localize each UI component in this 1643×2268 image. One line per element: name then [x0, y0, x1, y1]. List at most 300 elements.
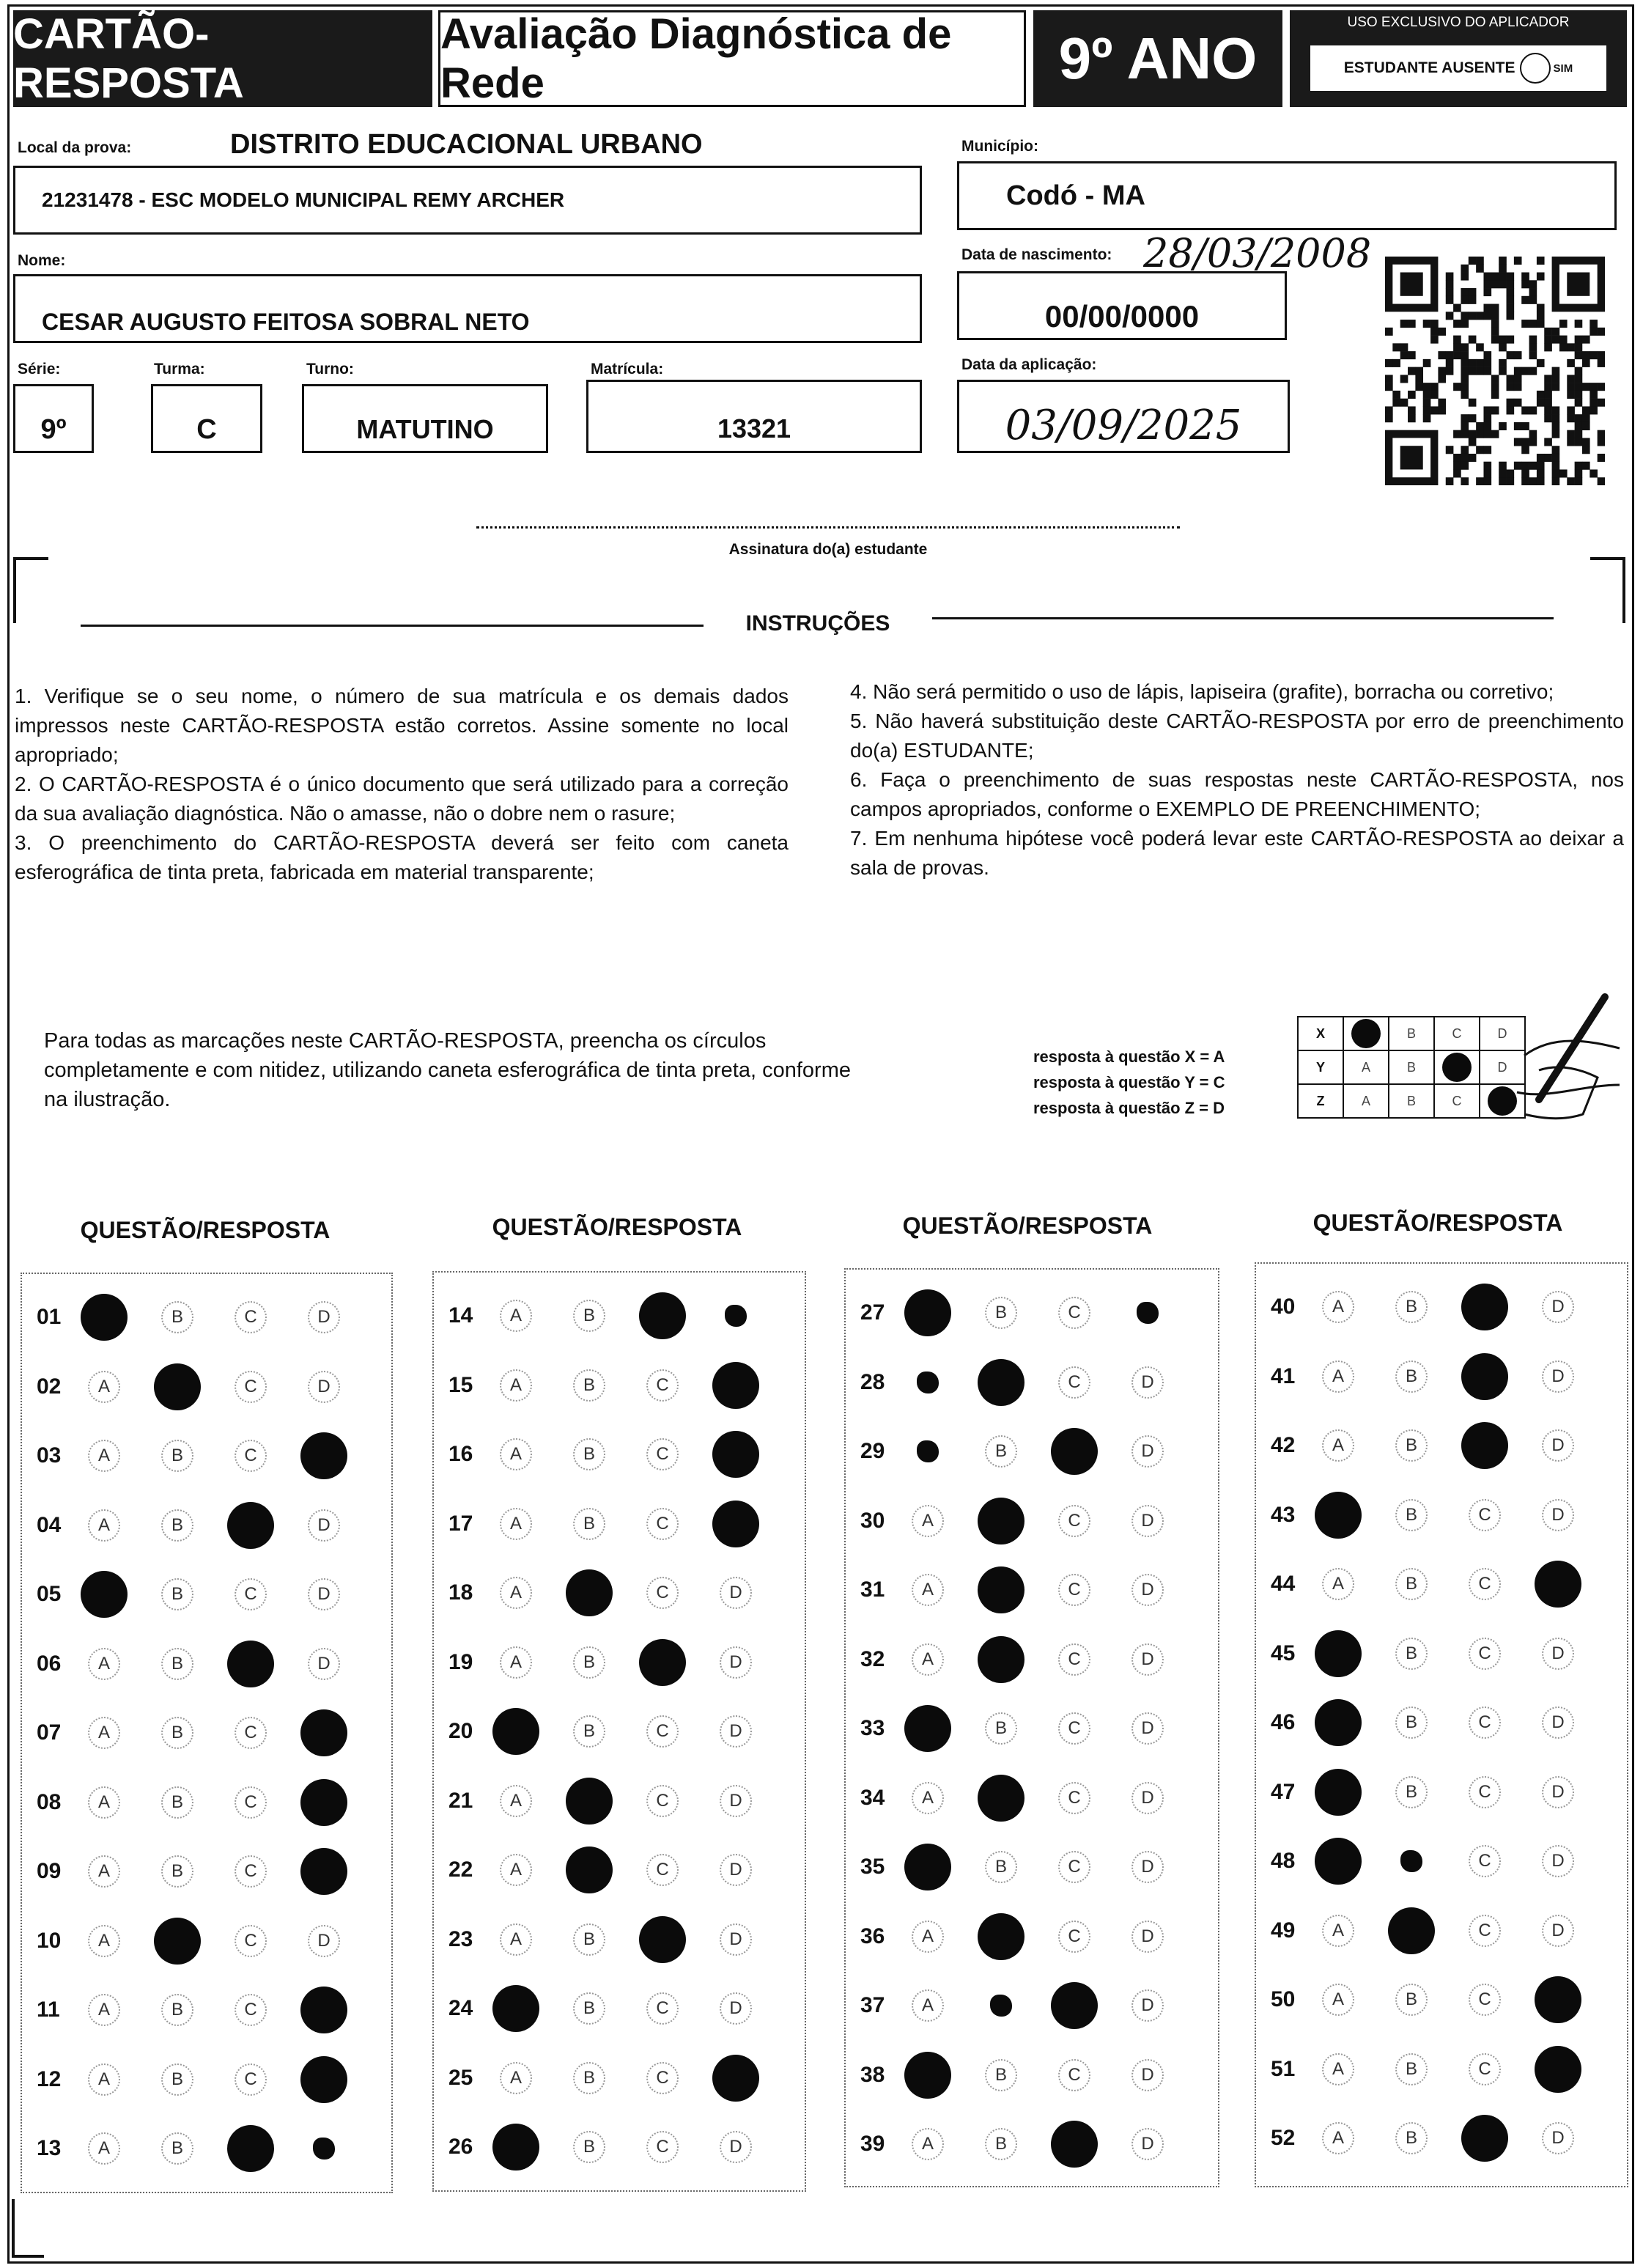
answer-bubble-d[interactable] [725, 1305, 747, 1327]
answer-bubble-c[interactable]: C [1469, 1638, 1501, 1670]
answer-bubble-c[interactable]: C [235, 1301, 267, 1333]
answer-bubble-d[interactable]: D [1542, 1706, 1574, 1739]
answer-bubble-c[interactable]: C [235, 1440, 267, 1472]
answer-bubble-b[interactable]: B [573, 1992, 605, 2025]
turma-field [151, 384, 262, 453]
answer-bubble-c[interactable]: C [646, 1992, 679, 2025]
answer-bubble-d[interactable]: D [1131, 2059, 1164, 2091]
answer-bubble-d[interactable] [300, 1709, 347, 1756]
answer-bubble-d[interactable]: D [1542, 1499, 1574, 1531]
answer-bubble-a[interactable] [492, 2124, 539, 2171]
matricula-value: 13321 [717, 413, 791, 443]
question-number: 44 [1271, 1572, 1296, 1596]
answer-bubble-d[interactable]: D [308, 1578, 340, 1610]
answer-bubble-b[interactable]: B [161, 1578, 193, 1610]
answer-bubble-d[interactable]: D [720, 2131, 752, 2163]
answer-bubble-d[interactable]: D [720, 1992, 752, 2025]
answer-bubble-b[interactable]: B [1395, 1706, 1428, 1739]
answer-bubble-b[interactable]: B [985, 1851, 1017, 1883]
answer-bubble-a[interactable]: A [500, 1438, 532, 1470]
instruction-1: 1. Verifique se o seu nome, o número de sua matrícula e os demais dados impressos neste CARTÃO-RESPOSTA estão corretos. Assine somente no local apropriado; [15, 685, 789, 766]
answer-bubble-c[interactable]: C [646, 1854, 679, 1886]
answer-bubble-d[interactable]: D [1131, 1574, 1164, 1606]
answer-bubble-b[interactable] [1388, 1907, 1435, 1954]
question-row [1256, 1273, 1615, 1341]
answer-bubble-b[interactable]: B [1395, 1361, 1428, 1393]
question-row [846, 1278, 1205, 1347]
answer-bubble-c[interactable]: C [646, 1508, 679, 1540]
aplicacao-field [957, 380, 1290, 453]
answer-bubble-a[interactable]: A [912, 1989, 944, 2022]
answer-bubble-a[interactable] [81, 1294, 128, 1341]
answer-bubble-a[interactable] [904, 1705, 951, 1752]
answer-bubble-c[interactable] [1051, 2121, 1098, 2168]
answer-bubble-b[interactable] [154, 1363, 201, 1410]
question-number: 41 [1271, 1363, 1296, 1388]
answer-bubble-c[interactable]: C [1469, 1915, 1501, 1947]
answer-bubble-a[interactable]: A [88, 1371, 120, 1403]
answer-bubble-d[interactable]: D [1131, 1366, 1164, 1399]
answer-bubble-b[interactable]: B [1395, 1429, 1428, 1462]
answer-bubble-c[interactable] [1461, 1422, 1508, 1469]
question-number: 12 [37, 2066, 62, 2091]
answer-bubble-b[interactable] [1400, 1850, 1422, 1872]
answer-bubble-b[interactable] [990, 1995, 1012, 2017]
answer-bubble-b[interactable]: B [161, 2132, 193, 2165]
answer-bubble-b[interactable]: B [1395, 1776, 1428, 1808]
answer-bubble-b[interactable] [978, 1775, 1024, 1822]
answer-bubble-d[interactable] [300, 1779, 347, 1826]
question-row [434, 1905, 793, 1974]
answer-bubble-c[interactable]: C [1469, 1845, 1501, 1877]
question-row [1256, 1411, 1615, 1480]
answer-bubble-c[interactable]: C [235, 1994, 267, 2026]
answer-bubble-c[interactable]: C [1058, 1574, 1090, 1606]
answer-bubble-c[interactable]: C [646, 1369, 679, 1402]
answer-bubble-d[interactable]: D [308, 1648, 340, 1680]
question-number: 33 [860, 1716, 885, 1740]
answer-bubble-d[interactable] [712, 1362, 759, 1409]
answer-bubble-a[interactable] [917, 1440, 939, 1462]
answer-bubble-b[interactable]: B [161, 1301, 193, 1333]
answer-bubble-c[interactable]: C [235, 1717, 267, 1749]
answer-bubble-b[interactable] [978, 1636, 1024, 1683]
answer-bubble-c[interactable]: C [1058, 1851, 1090, 1883]
answer-bubble-a[interactable] [1315, 1699, 1362, 1746]
example-illustration [1297, 1016, 1526, 1119]
example-bubble-b: B [1389, 1017, 1434, 1050]
answer-bubble-c[interactable]: C [1058, 1921, 1090, 1953]
answer-bubble-b[interactable]: B [573, 1923, 605, 1956]
answer-bubble-c[interactable]: C [235, 2063, 267, 2096]
question-row [846, 1694, 1205, 1763]
question-number: 14 [448, 1303, 473, 1328]
answer-bubble-a[interactable] [904, 1289, 951, 1336]
signature-line [476, 526, 1180, 529]
question-number: 15 [448, 1372, 473, 1397]
question-row [1256, 2104, 1615, 2173]
answer-bubble-c[interactable] [1051, 1982, 1098, 2029]
answer-bubble-c[interactable] [1461, 1284, 1508, 1330]
answer-bubble-c[interactable]: C [646, 1715, 679, 1748]
question-row [434, 1974, 793, 2043]
answer-bubble-c[interactable]: C [1469, 2053, 1501, 2085]
absent-bubble[interactable] [1520, 53, 1551, 84]
question-row [846, 1487, 1205, 1555]
answer-bubble-c[interactable] [639, 1916, 686, 1963]
answer-bubble-a[interactable]: A [1322, 1984, 1354, 2016]
answer-bubble-d[interactable] [300, 1848, 347, 1895]
answer-bubble-d[interactable]: D [1131, 1782, 1164, 1814]
answer-bubble-a[interactable]: A [1322, 1915, 1354, 1947]
answer-bubble-b[interactable]: B [161, 2063, 193, 2096]
answer-bubble-c[interactable] [1461, 2115, 1508, 2162]
nome-field [13, 274, 922, 343]
answer-bubble-c[interactable]: C [646, 2131, 679, 2163]
answer-bubble-d[interactable] [1535, 2046, 1581, 2093]
answer-bubble-c[interactable]: C [1058, 1643, 1090, 1676]
answer-bubble-a[interactable] [904, 2052, 951, 2099]
answer-bubble-a[interactable]: A [500, 1577, 532, 1609]
instruction-3: 3. O preenchimento do CARTÃO-RESPOSTA deverá ser feito com caneta esferográfica de tinta preta, fabricada em material transparente; [15, 831, 789, 883]
answer-bubble-d[interactable]: D [1542, 2122, 1574, 2154]
answer-bubble-b[interactable]: B [1395, 2122, 1428, 2154]
absent-label: ESTUDANTE AUSENTE [1343, 59, 1515, 76]
answer-bubble-b[interactable]: B [985, 2128, 1017, 2160]
answer-bubble-b[interactable]: B [161, 1994, 193, 2026]
answer-bubble-b[interactable] [978, 1566, 1024, 1613]
answer-bubble-d[interactable]: D [1542, 1361, 1574, 1393]
matricula-field [586, 380, 922, 453]
question-row [1256, 1619, 1615, 1688]
answer-bubble-c[interactable]: C [646, 1785, 679, 1817]
answer-bubble-b[interactable]: B [1395, 1568, 1428, 1600]
answer-bubble-c[interactable] [227, 2125, 274, 2172]
answer-bubble-b[interactable]: B [1395, 2053, 1428, 2085]
answer-bubble-c[interactable]: C [1469, 1984, 1501, 2016]
question-number: 30 [860, 1508, 885, 1533]
answer-bubble-b[interactable]: B [573, 1508, 605, 1540]
answer-bubble-c[interactable]: C [1058, 1712, 1090, 1745]
answer-bubble-d[interactable]: D [720, 1785, 752, 1817]
answer-bubble-d[interactable]: D [1131, 1505, 1164, 1537]
answer-bubble-c[interactable]: C [235, 1786, 267, 1819]
answer-bubble-a[interactable]: A [912, 1921, 944, 1953]
bottom-corner-left [12, 2199, 44, 2258]
example-text: Para todas as marcações neste CARTÃO-RESPOSTA, preencha os círculos completamente e com nitidez, utilizando caneta esferográfica de tinta preta, conforme na ilustração. [44, 1029, 851, 1111]
question-number: 27 [860, 1300, 885, 1325]
answer-bubble-d[interactable]: D [1131, 1435, 1164, 1468]
answer-bubble-c[interactable] [227, 1502, 274, 1549]
section-title-3: QUESTÃO/RESPOSTA [902, 1212, 1153, 1239]
question-row [434, 1490, 793, 1558]
answer-bubble-a[interactable]: A [912, 1643, 944, 1676]
answer-bubble-b[interactable]: B [573, 1646, 605, 1679]
answer-bubble-c[interactable]: C [235, 1855, 267, 1888]
answer-bubble-d[interactable] [712, 2055, 759, 2102]
section-title-4: QUESTÃO/RESPOSTA [1312, 1210, 1563, 1236]
answer-bubble-d[interactable]: D [1131, 1712, 1164, 1745]
answer-bubble-a[interactable]: A [88, 2132, 120, 2165]
question-row [22, 1630, 381, 1698]
answer-bubble-b[interactable]: B [573, 1369, 605, 1402]
instr-corner-left [13, 557, 48, 623]
school-value: 21231478 - ESC MODELO MUNICIPAL REMY ARCHER [42, 188, 565, 211]
question-row [1256, 1827, 1615, 1896]
answer-bubble-a[interactable]: A [88, 1994, 120, 2026]
answer-bubble-c[interactable] [1461, 1353, 1508, 1400]
question-number: 20 [448, 1719, 473, 1743]
question-row [434, 1767, 793, 1836]
question-number: 13 [37, 2136, 62, 2160]
answer-bubble-c[interactable]: C [1058, 1366, 1090, 1399]
answer-bubble-d[interactable]: D [720, 1646, 752, 1679]
question-number: 29 [860, 1439, 885, 1463]
question-row [1256, 1481, 1615, 1550]
example-bubble-c: C [1434, 1017, 1480, 1050]
answer-bubble-a[interactable] [492, 1708, 539, 1755]
question-number: 10 [37, 1928, 62, 1953]
answer-bubble-d[interactable]: D [720, 1923, 752, 1956]
answer-bubble-b[interactable]: B [1395, 1638, 1428, 1670]
answer-bubble-a[interactable] [1315, 1630, 1362, 1677]
question-number: 11 [37, 1998, 60, 2022]
answer-bubble-a[interactable]: A [1322, 1291, 1354, 1323]
answer-bubble-c[interactable]: C [235, 1578, 267, 1610]
answer-bubble-c[interactable]: C [1469, 1706, 1501, 1739]
answer-bubble-b[interactable]: B [573, 2062, 605, 2094]
answer-bubble-b[interactable]: B [1395, 1291, 1428, 1323]
turma-value: C [196, 413, 217, 445]
answer-bubble-d[interactable] [712, 1431, 759, 1478]
example-bubble-d: D [1480, 1017, 1525, 1050]
question-row [22, 1283, 381, 1352]
answer-bubble-a[interactable]: A [500, 2062, 532, 2094]
question-row [1256, 1550, 1615, 1619]
answer-bubble-b[interactable] [978, 1359, 1024, 1406]
answer-bubble-b[interactable]: B [1395, 1499, 1428, 1531]
answer-bubble-a[interactable]: A [1322, 2053, 1354, 2085]
question-number: 38 [860, 2062, 885, 2087]
answer-bubble-d[interactable]: D [308, 1509, 340, 1542]
answer-bubble-b[interactable]: B [1395, 1984, 1428, 2016]
question-row [22, 2114, 381, 2183]
answer-bubble-b[interactable] [154, 1918, 201, 1965]
answer-bubble-d[interactable] [1535, 1976, 1581, 2023]
answer-bubble-b[interactable]: B [573, 1300, 605, 1332]
answer-bubble-d[interactable]: D [1542, 1638, 1574, 1670]
answer-bubble-a[interactable]: A [1322, 1361, 1354, 1393]
question-row [846, 1625, 1205, 1694]
answer-bubble-b[interactable] [978, 1913, 1024, 1960]
answer-bubble-a[interactable]: A [500, 1646, 532, 1679]
question-number: 28 [860, 1369, 885, 1394]
answer-bubble-c[interactable]: C [1058, 2059, 1090, 2091]
answer-bubble-c[interactable]: C [235, 1925, 267, 1957]
matricula-label: Matrícula: [591, 361, 664, 378]
answer-bubble-c[interactable]: C [1469, 1568, 1501, 1600]
answer-bubble-a[interactable]: A [912, 1505, 944, 1537]
answer-bubble-c[interactable]: C [1469, 1499, 1501, 1531]
answer-bubble-a[interactable]: A [912, 1782, 944, 1814]
question-number: 40 [1271, 1295, 1296, 1319]
answer-bubble-a[interactable]: A [912, 2128, 944, 2160]
answer-bubble-b[interactable]: B [573, 1438, 605, 1470]
card-title: CARTÃO-RESPOSTA [13, 10, 432, 107]
question-number: 43 [1271, 1502, 1296, 1527]
answer-bubble-c[interactable]: C [646, 2062, 679, 2094]
answer-bubble-b[interactable]: B [573, 2131, 605, 2163]
answer-bubble-a[interactable] [1315, 1492, 1362, 1539]
question-row [846, 2041, 1205, 2110]
answer-bubble-d[interactable]: D [720, 1577, 752, 1609]
answer-bubble-b[interactable] [978, 1498, 1024, 1544]
answer-bubble-c[interactable] [1051, 1428, 1098, 1475]
instructions-title: INSTRUÇÕES [745, 611, 890, 636]
answer-bubble-d[interactable] [712, 1501, 759, 1547]
answer-bubble-d[interactable] [300, 1432, 347, 1479]
question-number: 18 [448, 1580, 473, 1605]
answer-bubble-d[interactable]: D [308, 1371, 340, 1403]
answer-bubble-d[interactable]: D [1131, 1989, 1164, 2022]
answer-bubble-d[interactable] [300, 2056, 347, 2103]
answer-bubble-a[interactable] [1315, 1838, 1362, 1885]
answer-bubble-c[interactable]: C [1058, 1505, 1090, 1537]
answer-bubble-c[interactable]: C [646, 1577, 679, 1609]
answer-bubble-a[interactable]: A [88, 1440, 120, 1472]
answer-bubble-c[interactable]: C [1058, 1297, 1090, 1329]
applicator-box [1290, 10, 1627, 107]
answer-bubble-d[interactable]: D [1542, 1776, 1574, 1808]
answer-bubble-a[interactable] [81, 1571, 128, 1618]
local-value: DISTRITO EDUCACIONAL URBANO [230, 129, 703, 160]
answer-bubble-b[interactable]: B [161, 1786, 193, 1819]
answer-bubble-b[interactable]: B [161, 1648, 193, 1680]
answer-bubble-a[interactable]: A [500, 1854, 532, 1886]
answer-bubble-a[interactable]: A [88, 1925, 120, 1957]
answer-bubble-d[interactable] [1137, 1302, 1159, 1324]
answer-bubble-a[interactable]: A [1322, 1568, 1354, 1600]
answer-bubble-b[interactable]: B [573, 1715, 605, 1748]
example-bubble-a: A [1343, 1050, 1389, 1084]
answer-bubble-d[interactable]: D [1542, 1845, 1574, 1877]
answer-bubble-a[interactable]: A [88, 1717, 120, 1749]
example-bubble-a [1343, 1017, 1389, 1050]
question-row [22, 1907, 381, 1976]
answer-bubble-d[interactable]: D [1131, 1851, 1164, 1883]
qr-code-graphic [1385, 257, 1605, 485]
answer-bubble-c[interactable]: C [1469, 1776, 1501, 1808]
answer-bubble-d[interactable]: D [1131, 1643, 1164, 1676]
answer-bubble-b[interactable]: B [161, 1509, 193, 1542]
answer-bubble-a[interactable]: A [88, 1509, 120, 1542]
question-number: 52 [1271, 2126, 1296, 2150]
answer-bubble-b[interactable]: B [985, 1297, 1017, 1329]
answer-bubble-d[interactable]: D [308, 1925, 340, 1957]
answer-bubble-a[interactable] [904, 1844, 951, 1890]
answer-bubble-b[interactable]: B [161, 1440, 193, 1472]
answer-bubble-c[interactable] [227, 1641, 274, 1687]
answer-bubble-b[interactable]: B [161, 1717, 193, 1749]
answer-bubble-a[interactable]: A [88, 1648, 120, 1680]
answer-bubble-a[interactable]: A [88, 1786, 120, 1819]
answer-bubble-c[interactable]: C [1058, 1782, 1090, 1814]
answer-bubble-a[interactable] [1315, 1769, 1362, 1816]
serie-field [13, 384, 94, 453]
answer-bubble-a[interactable]: A [500, 1785, 532, 1817]
question-row [1256, 1758, 1615, 1827]
example-bubble-b: B [1389, 1084, 1434, 1118]
answer-bubble-d[interactable]: D [720, 1715, 752, 1748]
question-number: 01 [37, 1305, 62, 1329]
question-number: 35 [860, 1855, 885, 1879]
aplicacao-handwritten: 03/09/2025 [1005, 401, 1242, 449]
question-number: 37 [860, 1993, 885, 2017]
answer-bubble-a[interactable]: A [88, 1855, 120, 1888]
answer-bubble-a[interactable]: A [912, 1574, 944, 1606]
answer-bubble-a[interactable]: A [1322, 1429, 1354, 1462]
answer-bubble-d[interactable]: D [1131, 1921, 1164, 1953]
answer-bubble-b[interactable] [566, 1778, 613, 1825]
question-row [22, 1491, 381, 1560]
answer-bubble-b[interactable]: B [985, 1435, 1017, 1468]
answer-bubble-d[interactable]: D [1542, 1291, 1574, 1323]
answer-bubble-a[interactable]: A [1322, 2122, 1354, 2154]
question-row [434, 2044, 793, 2113]
answer-bubble-b[interactable]: B [161, 1855, 193, 1888]
question-row [434, 1836, 793, 1904]
question-row [22, 1976, 381, 2044]
answer-bubble-c[interactable]: C [235, 1371, 267, 1403]
question-number: 34 [860, 1785, 885, 1810]
question-row [22, 1837, 381, 1906]
answer-bubble-a[interactable]: A [88, 2063, 120, 2096]
answer-bubble-d[interactable] [300, 1987, 347, 2033]
answer-bubble-c[interactable]: C [646, 1438, 679, 1470]
answer-bubble-a[interactable]: A [500, 1300, 532, 1332]
answer-bubble-a[interactable] [492, 1985, 539, 2032]
answer-bubble-a[interactable] [917, 1372, 939, 1393]
answer-bubble-c[interactable] [639, 1639, 686, 1686]
question-number: 42 [1271, 1433, 1296, 1457]
answer-bubble-d[interactable]: D [720, 1854, 752, 1886]
answer-bubble-b[interactable] [566, 1569, 613, 1616]
answer-bubble-a[interactable]: A [500, 1369, 532, 1402]
instr-rule-left [81, 625, 704, 627]
answer-bubble-d[interactable]: D [1131, 2128, 1164, 2160]
question-row [434, 1351, 793, 1420]
question-row [22, 1421, 381, 1490]
answer-bubble-a[interactable]: A [500, 1508, 532, 1540]
question-row [434, 1420, 793, 1489]
answer-bubble-d[interactable]: D [308, 1301, 340, 1333]
answer-bubble-d[interactable]: D [1542, 1915, 1574, 1947]
answer-bubble-d[interactable]: D [1542, 1429, 1574, 1462]
answer-bubble-c[interactable] [639, 1292, 686, 1339]
answer-bubble-d[interactable] [1535, 1561, 1581, 1608]
answer-bubble-b[interactable]: B [985, 1712, 1017, 1745]
answer-bubble-a[interactable]: A [500, 1923, 532, 1956]
question-row [22, 1352, 381, 1421]
example-bubble-a: A [1343, 1084, 1389, 1118]
answer-bubble-b[interactable] [566, 1847, 613, 1893]
answer-bubble-b[interactable]: B [985, 2059, 1017, 2091]
nascimento-label: Data de nascimento: [961, 246, 1112, 263]
aplicacao-label: Data da aplicação: [961, 356, 1097, 373]
question-row [22, 1768, 381, 1837]
answer-bubble-d[interactable] [313, 2138, 335, 2160]
nome-value: CESAR AUGUSTO FEITOSA SOBRAL NETO [42, 308, 530, 335]
